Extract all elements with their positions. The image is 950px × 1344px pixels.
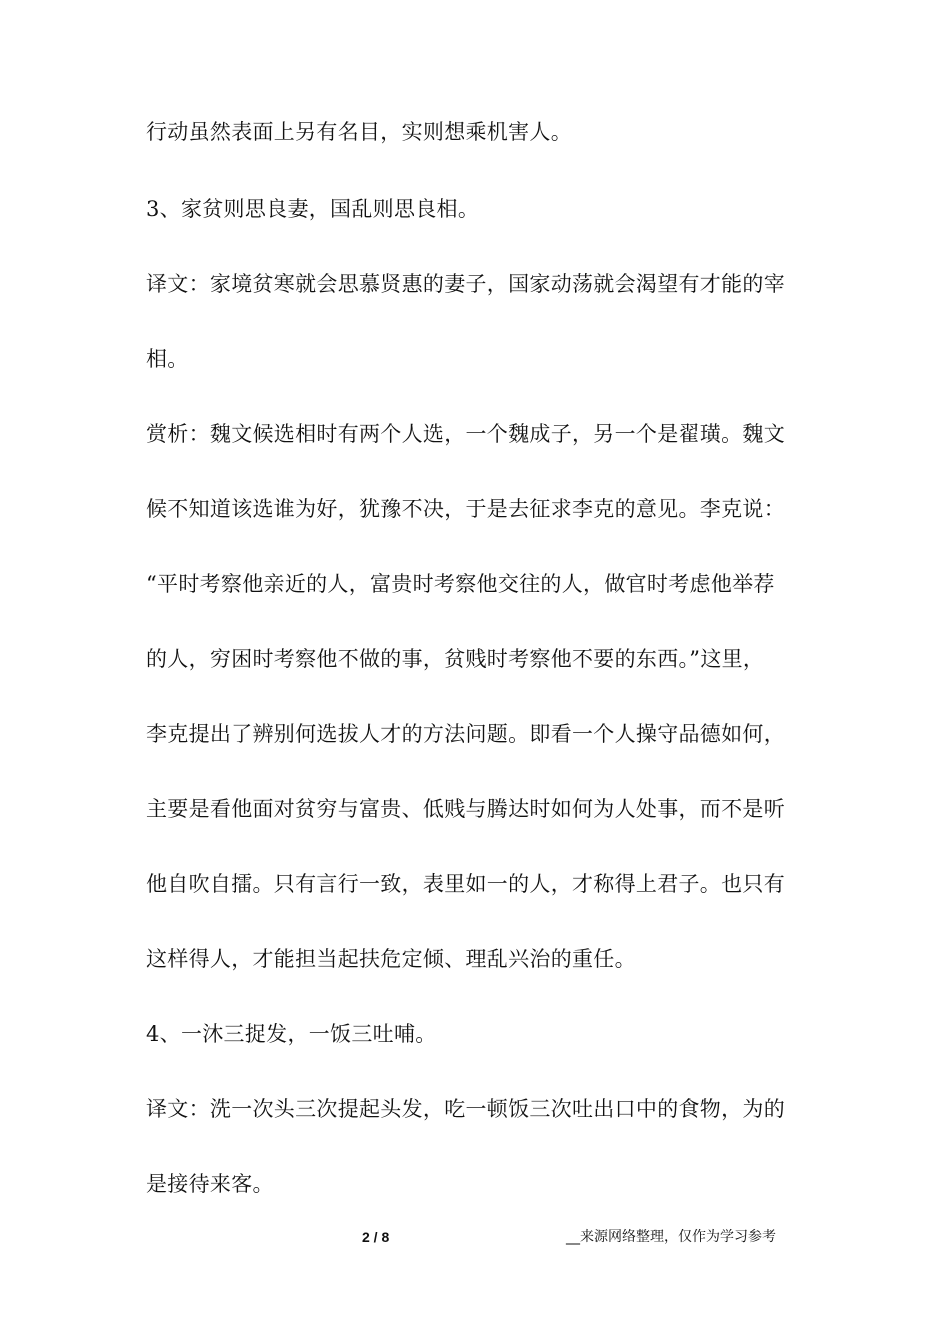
analysis-line: 这样得人，才能担当起扶危定倾、理乱兴治的重任。 xyxy=(146,947,636,971)
page-number: 2 / 8 xyxy=(362,1229,390,1245)
analysis-line: 他自吹自擂。只有言行一致，表里如一的人，才称得上君子。也只有 xyxy=(146,872,785,896)
translation-line: 译文：家境贫寒就会思慕贤惠的妻子，国家动荡就会渴望有才能的宰 xyxy=(146,272,785,296)
text-line: 行动虽然表面上另有名目，实则想乘机害人。 xyxy=(146,120,572,144)
heading-item-3: 3、家贫则思良妻，国乱则思良相。 xyxy=(146,197,480,221)
translation-line: 译文：洗一次头三次提起头发，吃一顿饭三次吐出口中的食物，为的 xyxy=(146,1097,785,1121)
translation-line: 相。 xyxy=(146,347,189,371)
heading-item-4: 4、一沐三捉发，一饭三吐哺。 xyxy=(146,1022,437,1046)
translation-line: 是接待来客。 xyxy=(146,1172,274,1196)
analysis-line: “平时考察他亲近的人，富贵时考察他交往的人，做官时考虑他举荐 xyxy=(146,572,775,596)
analysis-line: 主要是看他面对贫穷与富贵、低贱与腾达时如何为人处事，而不是听 xyxy=(146,797,785,821)
analysis-line: 的人，穷困时考察他不做的事，贫贱时考察他不要的东西。”这里， xyxy=(146,647,765,671)
analysis-line: 候不知道该选谁为好，犹豫不决，于是去征求李克的意见。李克说： xyxy=(146,497,785,521)
analysis-line: 李克提出了辨别何选拔人才的方法问题。即看一个人操守品德如何， xyxy=(146,722,785,746)
analysis-line: 赏析：魏文候选相时有两个人选，一个魏成子，另一个是翟璜。魏文 xyxy=(146,422,785,446)
footer-note: __来源网络整理，仅作为学习参考 xyxy=(566,1229,776,1245)
